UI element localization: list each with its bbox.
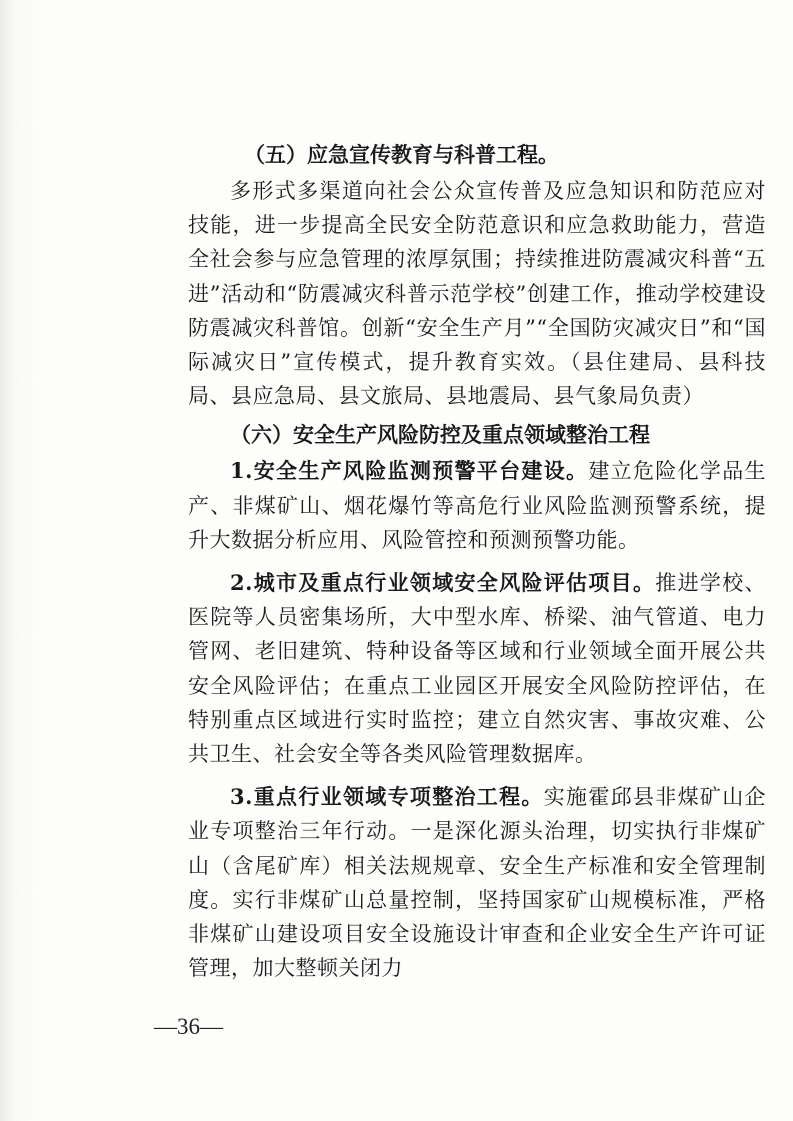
item-2-title: 2.城市及重点行业领域安全风险评估项目。: [230, 570, 656, 596]
item-3-text: 实施霍邱县非煤矿山企业专项整治三年行动。一是深化源头治理，切实执行非煤矿山（含尾矿库）相关法规规章、安全生产标准和安全管理制度。实行非煤矿山总量控制，坚持国家矿山规模标准，严格非煤矿山建设项目安全设施设计审查和企业安全生产许可证管理，加大整顿关闭力: [188, 785, 767, 981]
item-1-text: 建立危险化学品生产、非煤矿山、烟花爆竹等高危行业风险监测预警系统，提升大数据分析应用、风险管控和预测预警功能。: [188, 459, 767, 552]
item-2-text: 推进学校、医院等人员密集场所，大中型水库、桥梁、油气管道、电力管网、老旧建筑、特种设备等区域和行业领域全面开展公共安全风险评估；在重点工业园区开展安全风险防控评估，在特别重点区域进行实时监控；建立自然灾害、事故灾难、公共卫生、社会安全等各类风险管理数据库。: [188, 571, 767, 767]
document-body: [188, 138, 766, 985]
item-3-paragraph: [188, 780, 766, 985]
section-5-paragraph: 多形式多渠道向社会公众宣传普及应急知识和防范应对技能，进一步提高全民安全防范意识和应急救助能力，营造全社会参与应急管理的浓厚氛围；持续推进防震减灾科普“五进”活动和“防震减灾科普示范学校”创建工作，推动学校建设防震减灾科普馆。创新“安全生产月”“全国防灾减灾日”和“国际减灾日”宣传模式，提升教育实效。（县住建局、县科技局、县应急局、县文旅局、县地震局、县气象局负责）: [188, 179, 766, 409]
item-2-paragraph: [188, 566, 766, 771]
item-3-title: 3.重点行业领域专项整治工程。: [230, 784, 544, 810]
section-heading-5: （五）应急宣传教育与科普工程。: [244, 142, 559, 167]
item-1-paragraph: [188, 454, 766, 557]
page-number: —36—: [154, 1014, 223, 1039]
section-heading-6: （六）安全生产风险防控及重点领域整治工程: [230, 422, 650, 448]
item-1-title: 1.安全生产风险监测预警平台建设。: [230, 458, 589, 484]
